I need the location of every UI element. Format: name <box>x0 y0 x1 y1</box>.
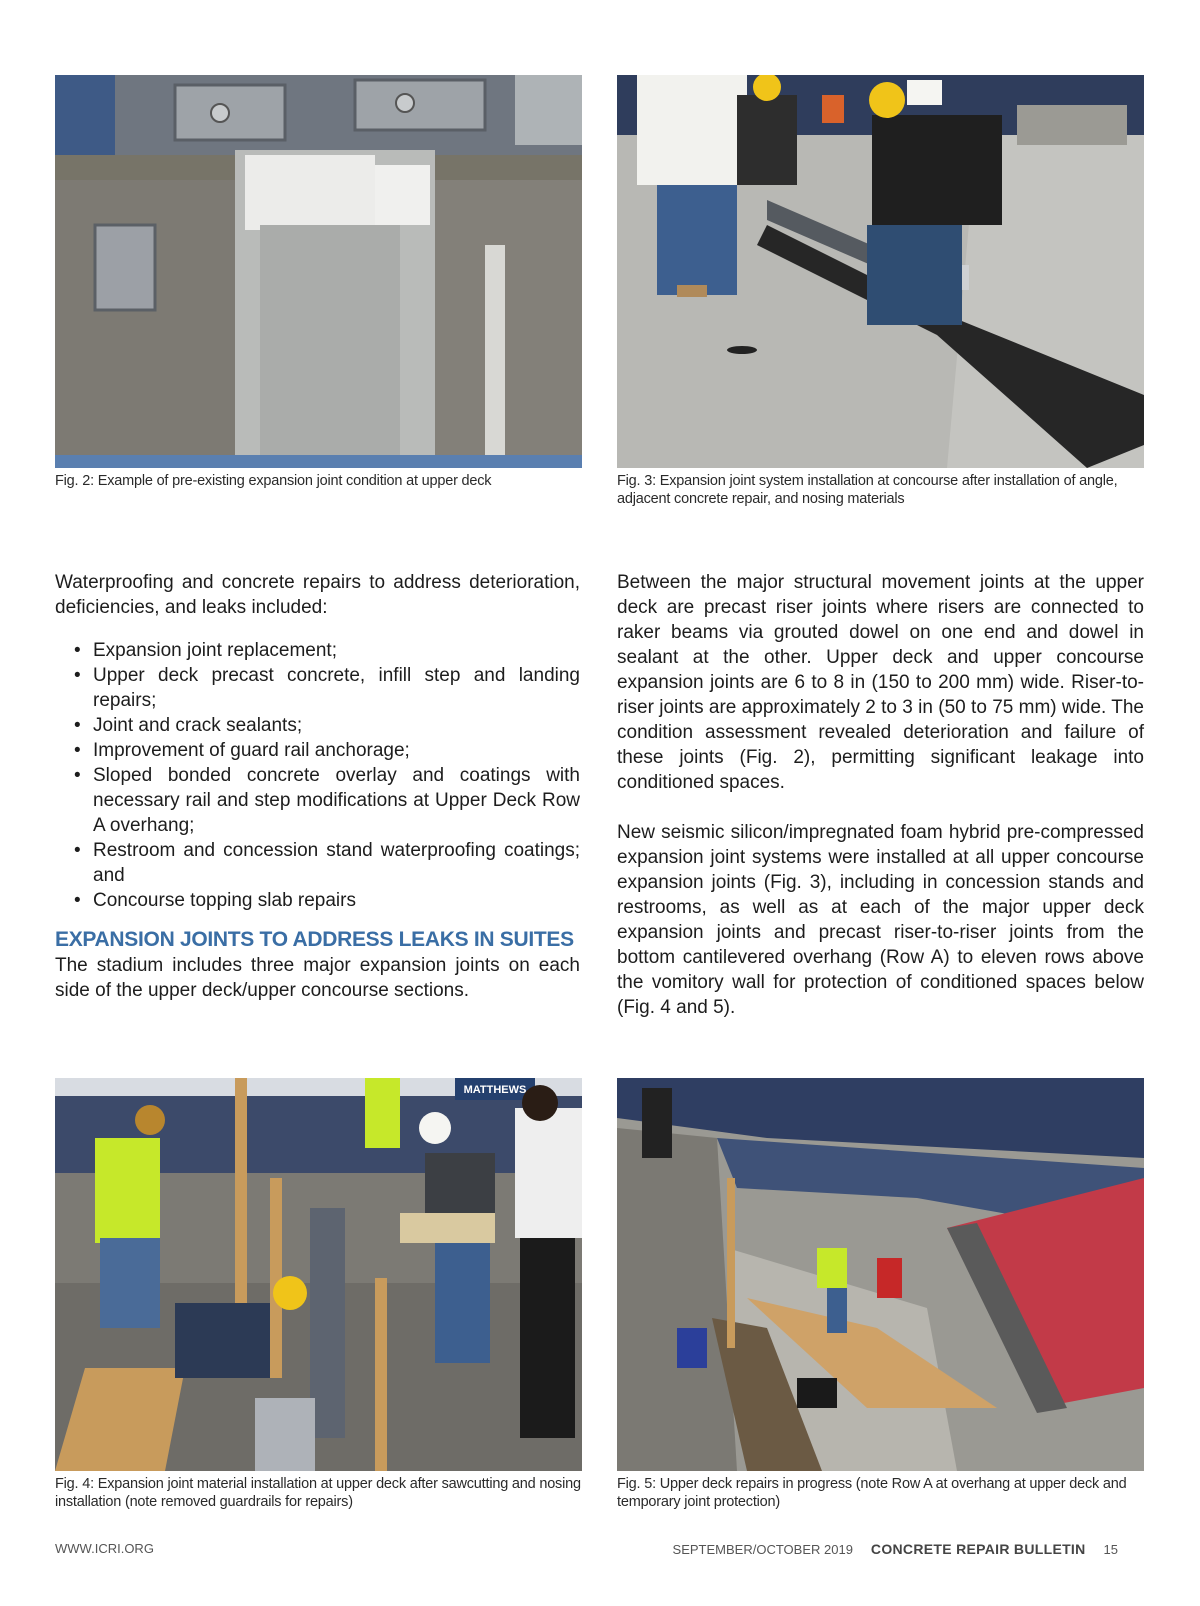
repairs-list <box>55 638 580 913</box>
left-intro: Waterproofing and concrete repairs to address deterioration, deficiencies, and leaks included: <box>55 572 580 618</box>
list-item: • Concourse topping slab repairs <box>55 888 580 913</box>
right-paragraph-2: New seismic silicon/impregnated foam hybrid pre-compressed expansion joint systems were installed at all upper concourse expansion joints (Fig. 3), including in concession stands and restrooms, as well as at each of the major upper deck expansion joints and precast riser-to-riser joints from the bottom cantilevered overhang (Row A) to eleven rows above the vomitory wall for protection of conditioned spaces below (Fig. 4 and 5). <box>617 822 1144 1018</box>
section-heading: EXPANSION JOINTS TO ADDRESS LEAKS IN SUITES <box>55 928 574 951</box>
list-item: • Upper deck precast concrete, infill step and landing repairs; <box>55 663 580 713</box>
list-item: • Sloped bonded concrete overlay and coatings with necessary rail and step modifications at Upper Deck Row A overhang; <box>55 763 580 838</box>
fig3-photo <box>617 75 1144 468</box>
left-paragraph: The stadium includes three major expansion joints on each side of the upper deck/upper concourse sections. <box>55 955 580 1001</box>
footer-website: WWW.ICRI.ORG <box>55 1541 154 1556</box>
right-column <box>617 570 1144 1020</box>
list-item: • Restroom and concession stand waterproofing coatings; and <box>55 838 580 888</box>
list-item: • Joint and crack sealants; <box>55 713 580 738</box>
fig4-caption: Fig. 4: Expansion joint material installation at upper deck after sawcutting and nosing installation (note removed guardrails for repairs) <box>55 1476 581 1510</box>
fig4-photo <box>55 1078 582 1471</box>
fig2-photo <box>55 75 582 468</box>
list-item: • Improvement of guard rail anchorage; <box>55 738 580 763</box>
fig3-caption: Fig. 3: Expansion joint system installation at concourse after installation of angle, adjacent concrete repair, and nosing materials <box>617 473 1118 507</box>
left-column <box>55 570 580 1003</box>
fig2-caption: Fig. 2: Example of pre-existing expansion joint condition at upper deck <box>55 473 492 489</box>
fig5-photo <box>617 1078 1144 1471</box>
footer-page-number: 15 <box>1103 1542 1118 1557</box>
footer-publication: CONCRETE REPAIR BULLETIN <box>870 1541 1086 1557</box>
sign-text: MATTHEWS <box>463 1084 527 1096</box>
footer-issue: SEPTEMBER/OCTOBER 2019 <box>672 1542 853 1557</box>
footer-right <box>673 1541 1118 1557</box>
right-paragraph-1: Between the major structural movement joints at the upper deck are precast riser joints where risers are connected to raker beams via grouted dowel on one end and dowel in sealant at the other. Upper deck and upper concourse expansion joints are 6 to 8 in (150 to 200 mm) wide. Riser-to-riser joints are approximately 2 to 3 in (50 to 75 mm) wide. The condition assessment revealed deterioration and failure of these joints (Fig. 2), permitting significant leakage into conditioned spaces. <box>617 572 1144 793</box>
list-item: • Expansion joint replacement; <box>55 638 580 663</box>
fig5-caption: Fig. 5: Upper deck repairs in progress (note Row A at overhang at upper deck and temporary joint protection) <box>617 1476 1127 1510</box>
